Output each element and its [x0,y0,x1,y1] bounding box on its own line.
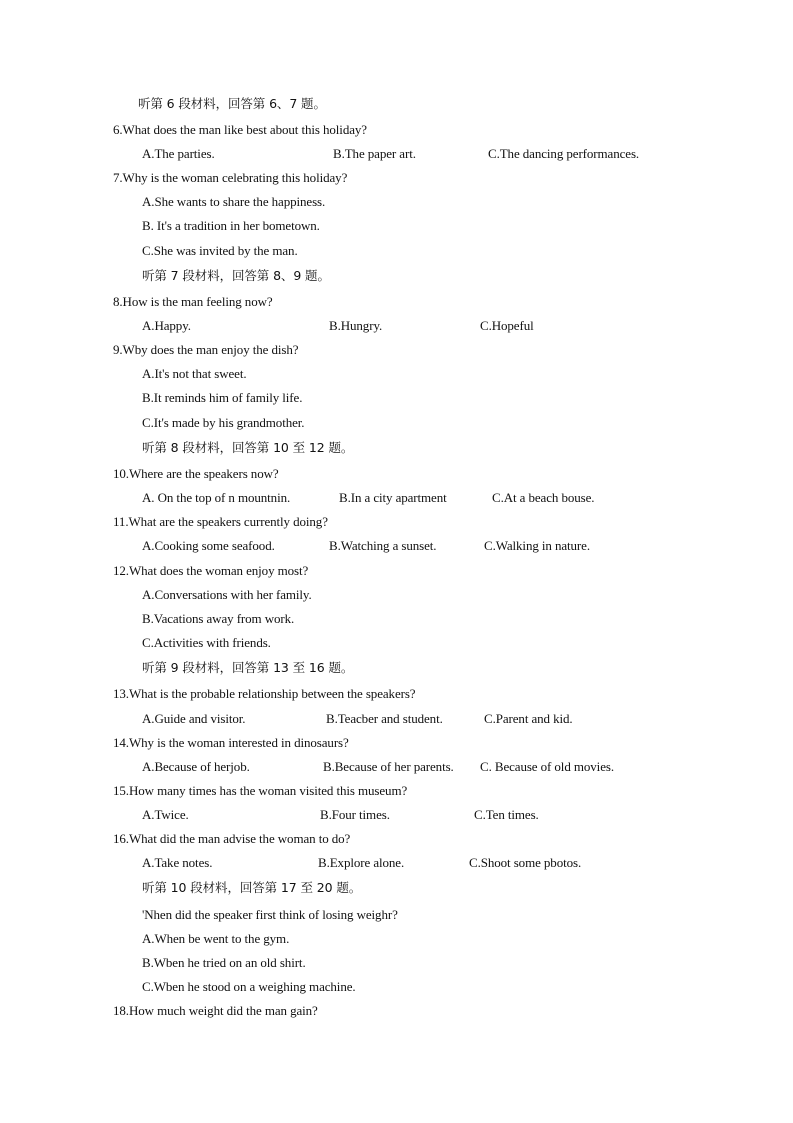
option-17a: A.When be went to the gym. [142,931,290,946]
option-10b: B.In a city apartment [339,490,447,505]
option-14b: B.Because of her parents. [323,759,454,774]
section-heading-10: 听第 10 段材料，回答第 17 至 20 题。 [142,880,362,895]
option-17c: C.Wben he stood on a weighing machine. [142,979,356,994]
section-heading-8: 听第 8 段材料，回答第 10 至 12 题。 [142,440,354,455]
option-7b: B. It's a tradition in her bometown. [142,218,320,233]
option-8c: C.Hopeful [480,318,534,333]
option-9a: A.It's not that sweet. [142,366,247,381]
question-12: 12.What does the woman enjoy most? [113,563,309,578]
option-16a: A.Take notes. [142,855,213,870]
question-16: 16.What did the man advise the woman to do? [113,831,351,846]
option-11a: A.Cooking some seafood. [142,538,275,553]
option-6c: C.The dancing performances. [488,146,640,161]
question-9: 9.Wby does the man enjoy the dish? [113,342,299,357]
option-12a: A.Conversations with her family. [142,587,312,602]
option-13b: B.Teacber and student. [326,711,443,726]
section-heading-9: 听第 9 段材料，回答第 13 至 16 题。 [142,660,354,675]
question-15: 15.How many times has the woman visited this museum? [113,783,408,798]
option-10a: A. On the top of n mountnin. [142,490,291,505]
option-14a: A.Because of herjob. [142,759,250,774]
section-heading-7: 听第 7 段材料，回答第 8、9 题。 [142,268,330,283]
option-13a: A.Guide and visitor. [142,711,246,726]
option-15b: B.Four times. [320,807,390,822]
option-10c: C.At a beach bouse. [492,490,595,505]
option-7a: A.She wants to share the happiness. [142,194,326,209]
option-8a: A.Happy. [142,318,191,333]
option-13c: C.Parent and kid. [484,711,573,726]
option-8b: B.Hungry. [329,318,383,333]
option-12b: B.Vacations away from work. [142,611,295,626]
option-7c: C.She was invited by the man. [142,243,298,258]
question-18: 18.How much weight did the man gain? [113,1003,318,1018]
option-6a: A.The parties. [142,146,215,161]
question-17: 'Nhen did the speaker first think of losing weighr? [142,907,398,922]
option-9b: B.It reminds him of family life. [142,390,303,405]
question-6: 6.What does the man like best about this holiday? [113,122,367,137]
option-17b: B.Wben he tried on an old shirt. [142,955,306,970]
question-14: 14.Why is the woman interested in dinosaurs? [113,735,349,750]
question-13: 13.What is the probable relationship between the speakers? [113,686,416,701]
question-11: 11.What are the speakers currently doing? [113,514,328,529]
question-8: 8.How is the man feeling now? [113,294,273,309]
option-15a: A.Twice. [142,807,189,822]
option-14c: C. Because of old movies. [480,759,614,774]
option-11c: C.Walking in nature. [484,538,590,553]
question-10: 10.Where are the speakers now? [113,466,279,481]
option-16b: B.Explore alone. [318,855,405,870]
option-12c: C.Activities with friends. [142,635,271,650]
option-16c: C.Shoot some pbotos. [469,855,582,870]
option-11b: B.Watching a sunset. [329,538,437,553]
question-7: 7.Why is the woman celebrating this holiday? [113,170,348,185]
option-15c: C.Ten times. [474,807,539,822]
option-6b: B.The paper art. [333,146,416,161]
section-heading-6: 听第 6 段材料，回答第 6、7 题。 [138,96,326,111]
option-9c: C.It's made by his grandmother. [142,415,305,430]
